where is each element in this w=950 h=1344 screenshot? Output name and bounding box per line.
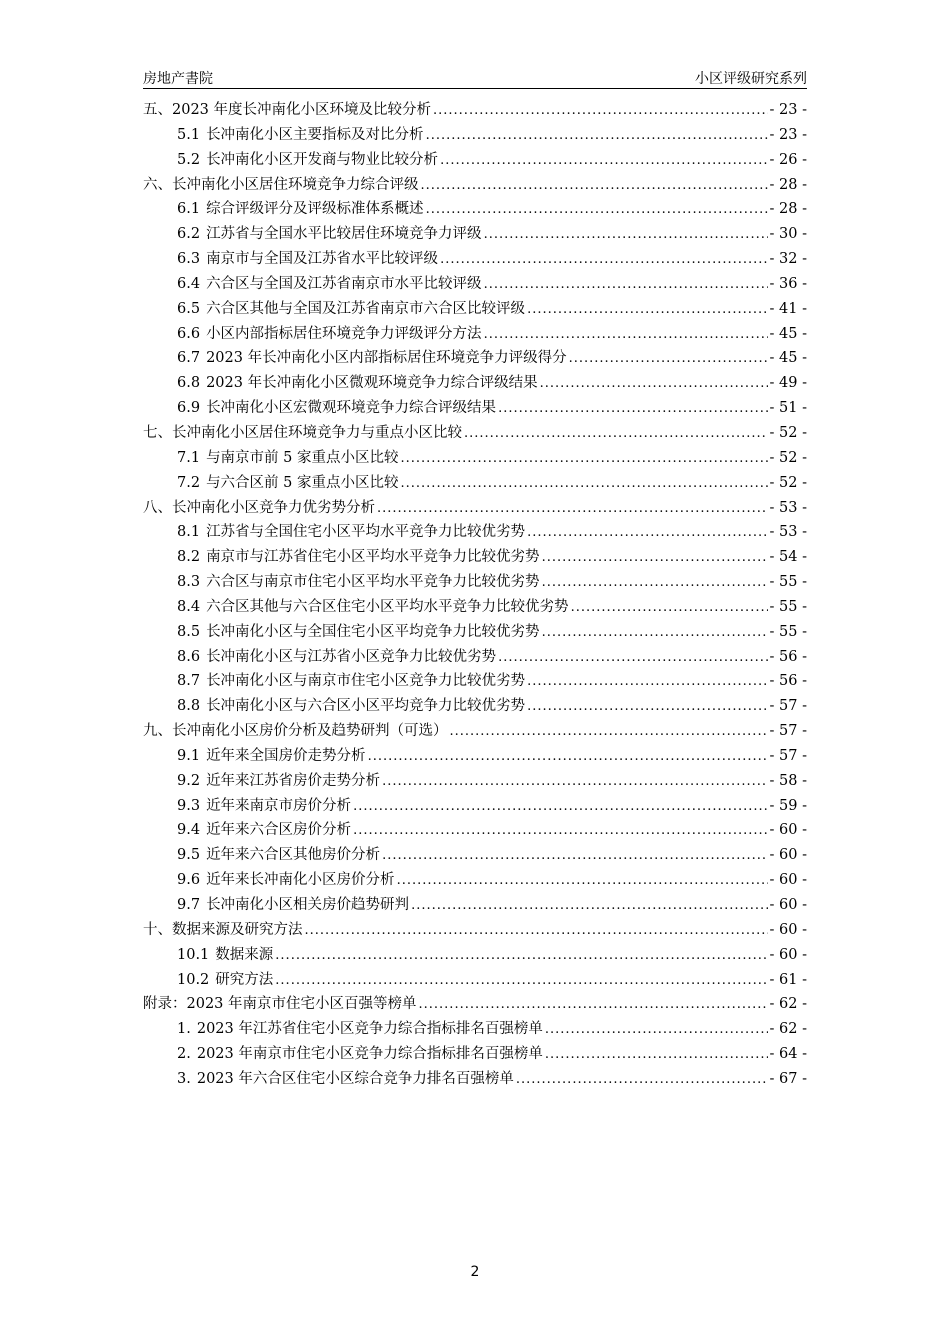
page-header xyxy=(143,66,807,89)
toc-section-entry[interactable] xyxy=(143,123,807,148)
toc-entry-number: 8.5 xyxy=(177,623,201,640)
toc-section-entry[interactable] xyxy=(143,346,807,371)
toc-entry-page: - 45 - xyxy=(769,325,807,342)
toc-section-entry[interactable] xyxy=(143,620,807,645)
toc-dot-leader xyxy=(527,670,767,695)
toc-section-entry[interactable] xyxy=(143,247,807,272)
toc-entry-number: 6.2 xyxy=(177,226,201,243)
toc-entry-title: 长冲南化小区与全国住宅小区平均竞争力比较优劣势 xyxy=(206,623,540,640)
toc-entry-number: 8.7 xyxy=(177,673,201,690)
toc-section-entry[interactable] xyxy=(143,843,807,868)
toc-dot-leader xyxy=(484,223,768,248)
toc-entry-number: 6.6 xyxy=(177,325,201,342)
toc-dot-leader xyxy=(540,372,768,397)
toc-chapter-entry[interactable] xyxy=(143,496,807,521)
toc-entry-page: - 62 - xyxy=(769,1021,807,1038)
toc-entry-page: - 59 - xyxy=(769,797,807,814)
toc-entry-title: 2023 年长冲南化小区微观环境竞争力综合评级结果 xyxy=(206,375,538,392)
toc-dot-leader xyxy=(411,894,767,919)
toc-dot-leader xyxy=(516,1068,768,1093)
toc-entry-title: 近年来六合区其他房价分析 xyxy=(206,847,381,864)
toc-dot-leader xyxy=(353,795,767,820)
toc-entry-page: - 64 - xyxy=(769,1046,807,1063)
toc-section-entry[interactable] xyxy=(143,943,807,968)
toc-entry-page: - 52 - xyxy=(769,474,807,491)
toc-entry-number: 8.2 xyxy=(177,549,201,566)
toc-entry-number: 7.2 xyxy=(177,474,201,491)
toc-entry-number: 9.5 xyxy=(177,847,201,864)
toc-chapter-entry[interactable] xyxy=(143,98,807,123)
toc-entry-number: 6.8 xyxy=(177,375,201,392)
toc-dot-leader xyxy=(377,497,768,522)
toc-section-entry[interactable] xyxy=(143,645,807,670)
toc-dot-leader xyxy=(542,621,768,646)
toc-entry-title: 综合评级评分及评级标准体系概述 xyxy=(206,201,424,218)
toc-entry-page: - 45 - xyxy=(769,350,807,367)
toc-entry-title: 长冲南化小区与江苏省小区竞争力比较优劣势 xyxy=(206,648,497,665)
toc-entry-number: 2. xyxy=(177,1046,191,1063)
toc-entry-title: 六合区与南京市住宅小区平均水平竞争力比较优劣势 xyxy=(206,574,540,591)
toc-entry-number: 6.3 xyxy=(177,251,201,268)
toc-entry-page: - 28 - xyxy=(769,176,807,193)
toc-dot-leader xyxy=(440,149,767,174)
toc-section-entry[interactable] xyxy=(143,148,807,173)
toc-section-entry[interactable] xyxy=(143,197,807,222)
toc-section-entry[interactable] xyxy=(143,669,807,694)
toc-chapter-entry[interactable] xyxy=(143,719,807,744)
toc-entry-page: - 54 - xyxy=(769,549,807,566)
toc-dot-leader xyxy=(545,1018,768,1043)
toc-dot-leader xyxy=(421,174,768,199)
toc-section-entry[interactable] xyxy=(143,893,807,918)
toc-entry-page: - 23 - xyxy=(769,126,807,143)
toc-entry-number: 8.6 xyxy=(177,648,201,665)
toc-entry-number: 8.4 xyxy=(177,598,201,615)
toc-section-entry[interactable] xyxy=(143,396,807,421)
toc-entry-page: - 67 - xyxy=(769,1070,807,1087)
toc-entry-page: - 28 - xyxy=(769,201,807,218)
header-publisher: 房地产書院 xyxy=(143,71,213,87)
toc-dot-leader xyxy=(275,944,767,969)
toc-dot-leader xyxy=(401,472,768,497)
toc-entry-title: 十、数据来源及研究方法 xyxy=(143,921,303,938)
toc-entry-title: 与南京市前 5 家重点小区比较 xyxy=(206,449,399,466)
toc-entry-page: - 55 - xyxy=(769,598,807,615)
toc-entry-title: 五、2023 年度长冲南化小区环境及比较分析 xyxy=(143,102,432,118)
toc-entry-number: 8.3 xyxy=(177,574,201,591)
toc-entry-page: - 23 - xyxy=(769,102,807,118)
toc-entry-page: - 62 - xyxy=(769,996,807,1013)
toc-entry-title: 南京市与全国及江苏省水平比较评级 xyxy=(206,251,439,268)
toc-entry-page: - 53 - xyxy=(769,524,807,541)
toc-dot-leader xyxy=(569,347,768,372)
toc-section-entry[interactable] xyxy=(143,1042,807,1067)
toc-entry-title: 与六合区前 5 家重点小区比较 xyxy=(206,474,399,491)
toc-section-entry[interactable] xyxy=(143,818,807,843)
toc-entry-number: 7.1 xyxy=(177,449,201,466)
toc-entry-page: - 60 - xyxy=(769,822,807,839)
toc-entry-number: 6.9 xyxy=(177,400,201,417)
toc-entry-title: 2023 年长冲南化小区内部指标居住环境竞争力评级得分 xyxy=(206,350,567,367)
toc-entry-page: - 55 - xyxy=(769,574,807,591)
toc-entry-page: - 55 - xyxy=(769,623,807,640)
toc-section-entry[interactable] xyxy=(143,471,807,496)
toc-entry-number: 6.5 xyxy=(177,300,201,317)
toc-entry-page: - 61 - xyxy=(769,971,807,988)
toc-entry-page: - 32 - xyxy=(769,251,807,268)
toc-section-entry[interactable] xyxy=(143,769,807,794)
toc-entry-page: - 26 - xyxy=(769,151,807,168)
toc-entry-number: 3. xyxy=(177,1070,191,1087)
toc-chapter-entry[interactable] xyxy=(143,992,807,1017)
toc-dot-leader xyxy=(527,521,767,546)
toc-entry-number: 10.2 xyxy=(177,971,210,988)
toc-chapter-entry[interactable] xyxy=(143,918,807,943)
toc-entry-title: 2023 年六合区住宅小区综合竞争力排名百强榜单 xyxy=(196,1070,514,1087)
toc-dot-leader xyxy=(440,248,767,273)
header-series-title: 小区评级研究系列 xyxy=(695,71,807,87)
toc-entry-title: 六合区其他与六合区住宅小区平均水平竞争力比较优劣势 xyxy=(206,598,569,615)
toc-entry-number: 9.4 xyxy=(177,822,201,839)
toc-dot-leader xyxy=(484,273,768,298)
page-number: 2 xyxy=(470,1264,480,1280)
toc-entry-page: - 30 - xyxy=(769,226,807,243)
toc-dot-leader xyxy=(498,646,767,671)
toc-entry-number: 10.1 xyxy=(177,946,210,963)
toc-entry-number: 9.6 xyxy=(177,872,201,889)
toc-chapter-entry[interactable] xyxy=(143,173,807,198)
toc-dot-leader xyxy=(433,99,768,124)
toc-entry-page: - 49 - xyxy=(769,375,807,392)
toc-entry-number: 5.2 xyxy=(177,151,201,168)
toc-dot-leader xyxy=(275,969,767,994)
toc-dot-leader xyxy=(382,770,767,795)
toc-dot-leader xyxy=(397,869,768,894)
toc-section-entry[interactable] xyxy=(143,570,807,595)
toc-section-entry[interactable] xyxy=(143,272,807,297)
toc-dot-leader xyxy=(545,1043,768,1068)
toc-section-entry[interactable] xyxy=(143,794,807,819)
toc-dot-leader xyxy=(382,844,767,869)
toc-entry-number: 9.2 xyxy=(177,772,201,789)
toc-entry-title: 2023 年南京市住宅小区竞争力综合指标排名百强榜单 xyxy=(196,1046,543,1063)
toc-entry-number: 1. xyxy=(177,1021,191,1038)
toc-entry-title: 长冲南化小区主要指标及对比分析 xyxy=(206,126,424,143)
toc-dot-leader xyxy=(305,919,768,944)
toc-entry-page: - 58 - xyxy=(769,772,807,789)
toc-section-entry[interactable] xyxy=(143,1067,807,1092)
toc-section-entry[interactable] xyxy=(143,694,807,719)
toc-entry-number: 8.1 xyxy=(177,524,201,541)
toc-dot-leader xyxy=(484,323,768,348)
toc-entry-title: 小区内部指标居住环境竞争力评级评分方法 xyxy=(206,325,482,342)
toc-entry-title: 长冲南化小区宏微观环境竞争力综合评级结果 xyxy=(206,400,497,417)
toc-entry-number: 6.1 xyxy=(177,201,201,218)
toc-entry-page: - 57 - xyxy=(769,698,807,715)
table-of-contents xyxy=(143,98,807,1092)
toc-entry-title: 长冲南化小区与六合区小区平均竞争力比较优劣势 xyxy=(206,698,526,715)
toc-entry-title: 近年来全国房价走势分析 xyxy=(206,747,366,764)
toc-entry-page: - 60 - xyxy=(769,847,807,864)
toc-entry-page: - 60 - xyxy=(769,921,807,938)
toc-entry-page: - 60 - xyxy=(769,897,807,913)
toc-dot-leader xyxy=(464,422,768,447)
toc-entry-title: 近年来六合区房价分析 xyxy=(206,822,352,839)
toc-section-entry[interactable] xyxy=(143,222,807,247)
toc-section-entry[interactable] xyxy=(143,744,807,769)
toc-section-entry[interactable] xyxy=(143,371,807,396)
toc-section-entry[interactable] xyxy=(143,297,807,322)
toc-entry-number: 8.8 xyxy=(177,698,201,715)
toc-dot-leader xyxy=(450,720,768,745)
toc-dot-leader xyxy=(527,298,767,323)
toc-entry-title: 近年来江苏省房价走势分析 xyxy=(206,772,381,789)
toc-entry-page: - 57 - xyxy=(769,747,807,764)
toc-section-entry[interactable] xyxy=(143,446,807,471)
toc-entry-page: - 51 - xyxy=(769,400,807,417)
toc-entry-page: - 56 - xyxy=(769,648,807,665)
toc-entry-number: 6.7 xyxy=(177,350,201,367)
toc-entry-page: - 52 - xyxy=(769,449,807,466)
toc-entry-title: 七、长冲南化小区居住环境竞争力与重点小区比较 xyxy=(143,424,462,441)
toc-dot-leader xyxy=(571,596,768,621)
toc-entry-page: - 60 - xyxy=(769,872,807,889)
toc-section-entry[interactable] xyxy=(143,868,807,893)
toc-entry-title: 近年来长冲南化小区房价分析 xyxy=(206,872,395,889)
toc-entry-page: - 36 - xyxy=(769,275,807,292)
toc-entry-page: - 60 - xyxy=(769,946,807,963)
toc-entry-number: 6.4 xyxy=(177,275,201,292)
toc-dot-leader xyxy=(542,546,768,571)
toc-entry-title: 长冲南化小区相关房价趋势研判 xyxy=(206,897,410,913)
toc-dot-leader xyxy=(353,819,767,844)
toc-section-entry[interactable] xyxy=(143,968,807,993)
toc-entry-title: 研究方法 xyxy=(215,971,274,988)
toc-section-entry[interactable] xyxy=(143,322,807,347)
toc-section-entry[interactable] xyxy=(143,595,807,620)
toc-entry-page: - 41 - xyxy=(769,300,807,317)
toc-entry-page: - 57 - xyxy=(769,723,807,740)
toc-entry-title: 江苏省与全国住宅小区平均水平竞争力比较优劣势 xyxy=(206,524,526,541)
toc-dot-leader xyxy=(498,397,767,422)
toc-entry-title: 2023 年江苏省住宅小区竞争力综合指标排名百强榜单 xyxy=(196,1021,543,1038)
toc-entry-title: 长冲南化小区开发商与物业比较分析 xyxy=(206,151,439,168)
toc-entry-title: 六合区其他与全国及江苏省南京市六合区比较评级 xyxy=(206,300,526,317)
toc-entry-title: 附录：2023 年南京市住宅小区百强等榜单 xyxy=(143,996,417,1013)
toc-dot-leader xyxy=(527,695,767,720)
toc-entry-title: 八、长冲南化小区竞争力优劣势分析 xyxy=(143,499,375,516)
toc-entry-title: 南京市与江苏省住宅小区平均水平竞争力比较优劣势 xyxy=(206,549,540,566)
toc-entry-title: 长冲南化小区与南京市住宅小区竞争力比较优劣势 xyxy=(206,673,526,690)
toc-entry-page: - 52 - xyxy=(769,424,807,441)
toc-chapter-entry[interactable] xyxy=(143,421,807,446)
toc-section-entry[interactable] xyxy=(143,520,807,545)
toc-entry-page: - 56 - xyxy=(769,673,807,690)
toc-entry-title: 近年来南京市房价分析 xyxy=(206,797,352,814)
toc-section-entry[interactable] xyxy=(143,1017,807,1042)
toc-entry-number: 9.1 xyxy=(177,747,201,764)
toc-entry-title: 数据来源 xyxy=(215,946,274,963)
toc-dot-leader xyxy=(426,124,768,149)
toc-entry-number: 5.1 xyxy=(177,126,201,143)
toc-entry-title: 六、长冲南化小区居住环境竞争力综合评级 xyxy=(143,176,419,193)
toc-entry-title: 江苏省与全国水平比较居住环境竞争力评级 xyxy=(206,226,482,243)
toc-dot-leader xyxy=(401,447,768,472)
toc-entry-page: - 53 - xyxy=(769,499,807,516)
toc-dot-leader xyxy=(419,993,768,1018)
toc-entry-title: 六合区与全国及江苏省南京市水平比较评级 xyxy=(206,275,482,292)
toc-dot-leader xyxy=(542,571,768,596)
toc-entry-number: 9.7 xyxy=(177,897,201,913)
toc-dot-leader xyxy=(368,745,768,770)
toc-section-entry[interactable] xyxy=(143,545,807,570)
toc-entry-title: 九、长冲南化小区房价分析及趋势研判（可选） xyxy=(143,723,448,740)
toc-entry-number: 9.3 xyxy=(177,797,201,814)
toc-dot-leader xyxy=(426,198,768,223)
